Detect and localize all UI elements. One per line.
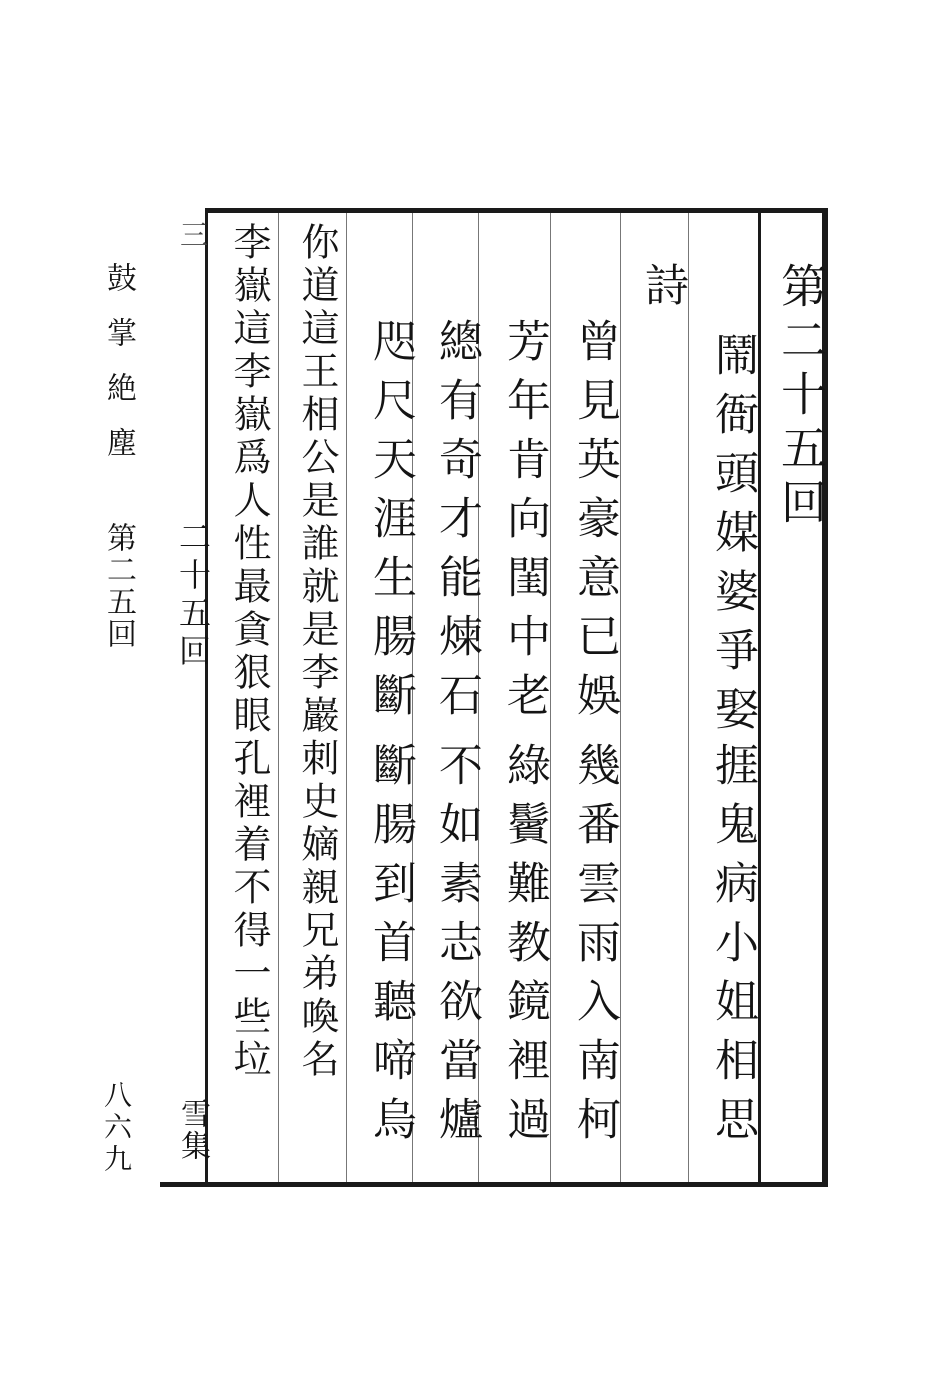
poem-label: 詩 [637, 262, 688, 321]
fold-bottom-mark: 雪集 [175, 1098, 210, 1162]
poem-line-2: 幾番雲雨入南柯 [569, 742, 620, 1155]
poem-line-4: 綠鬢難教鏡裡過 [499, 742, 550, 1155]
frame-bottom-rule [160, 1182, 827, 1187]
fold-title: 二十五回 [174, 520, 212, 672]
prose-line-1: 你道這王相公是誰就是李巖刺史嫡親兄弟喚名 [295, 222, 339, 1082]
fold-top-mark: 三 [176, 220, 209, 273]
column-rule-7 [278, 213, 279, 1182]
chapter-label: 第二五回 [101, 522, 136, 650]
column-rule-6 [346, 213, 347, 1182]
poem-line-8: 斷腸到首聽啼烏 [365, 742, 416, 1155]
chapter-couplet-line-2: 捱鬼病小姐相思 [707, 742, 758, 1155]
page-number: 八六九 [100, 1080, 133, 1176]
column-rule-1 [688, 213, 689, 1182]
poem-line-3: 芳年肯向閨中老 [499, 318, 550, 731]
chapter-heading: 第二十五回 [774, 262, 828, 532]
chapter-couplet-line-1: 鬧衙頭媒婆爭娶 [707, 332, 758, 745]
poem-line-5: 總有奇才能煉石 [431, 318, 482, 731]
frame-top-rule [205, 208, 827, 213]
poem-line-7: 咫尺天涯生腸斷 [365, 318, 416, 731]
prose-line-2: 李嶽這李嶽爲人性最貪狠眼孔裡着不得一些垃 [227, 222, 271, 1082]
frame-left-rule [205, 208, 208, 1187]
book-title: 鼓掌絶塵 [101, 262, 136, 482]
poem-line-1: 曾見英豪意已娛 [569, 318, 620, 731]
poem-line-6: 不如素志欲當爐 [431, 742, 482, 1155]
